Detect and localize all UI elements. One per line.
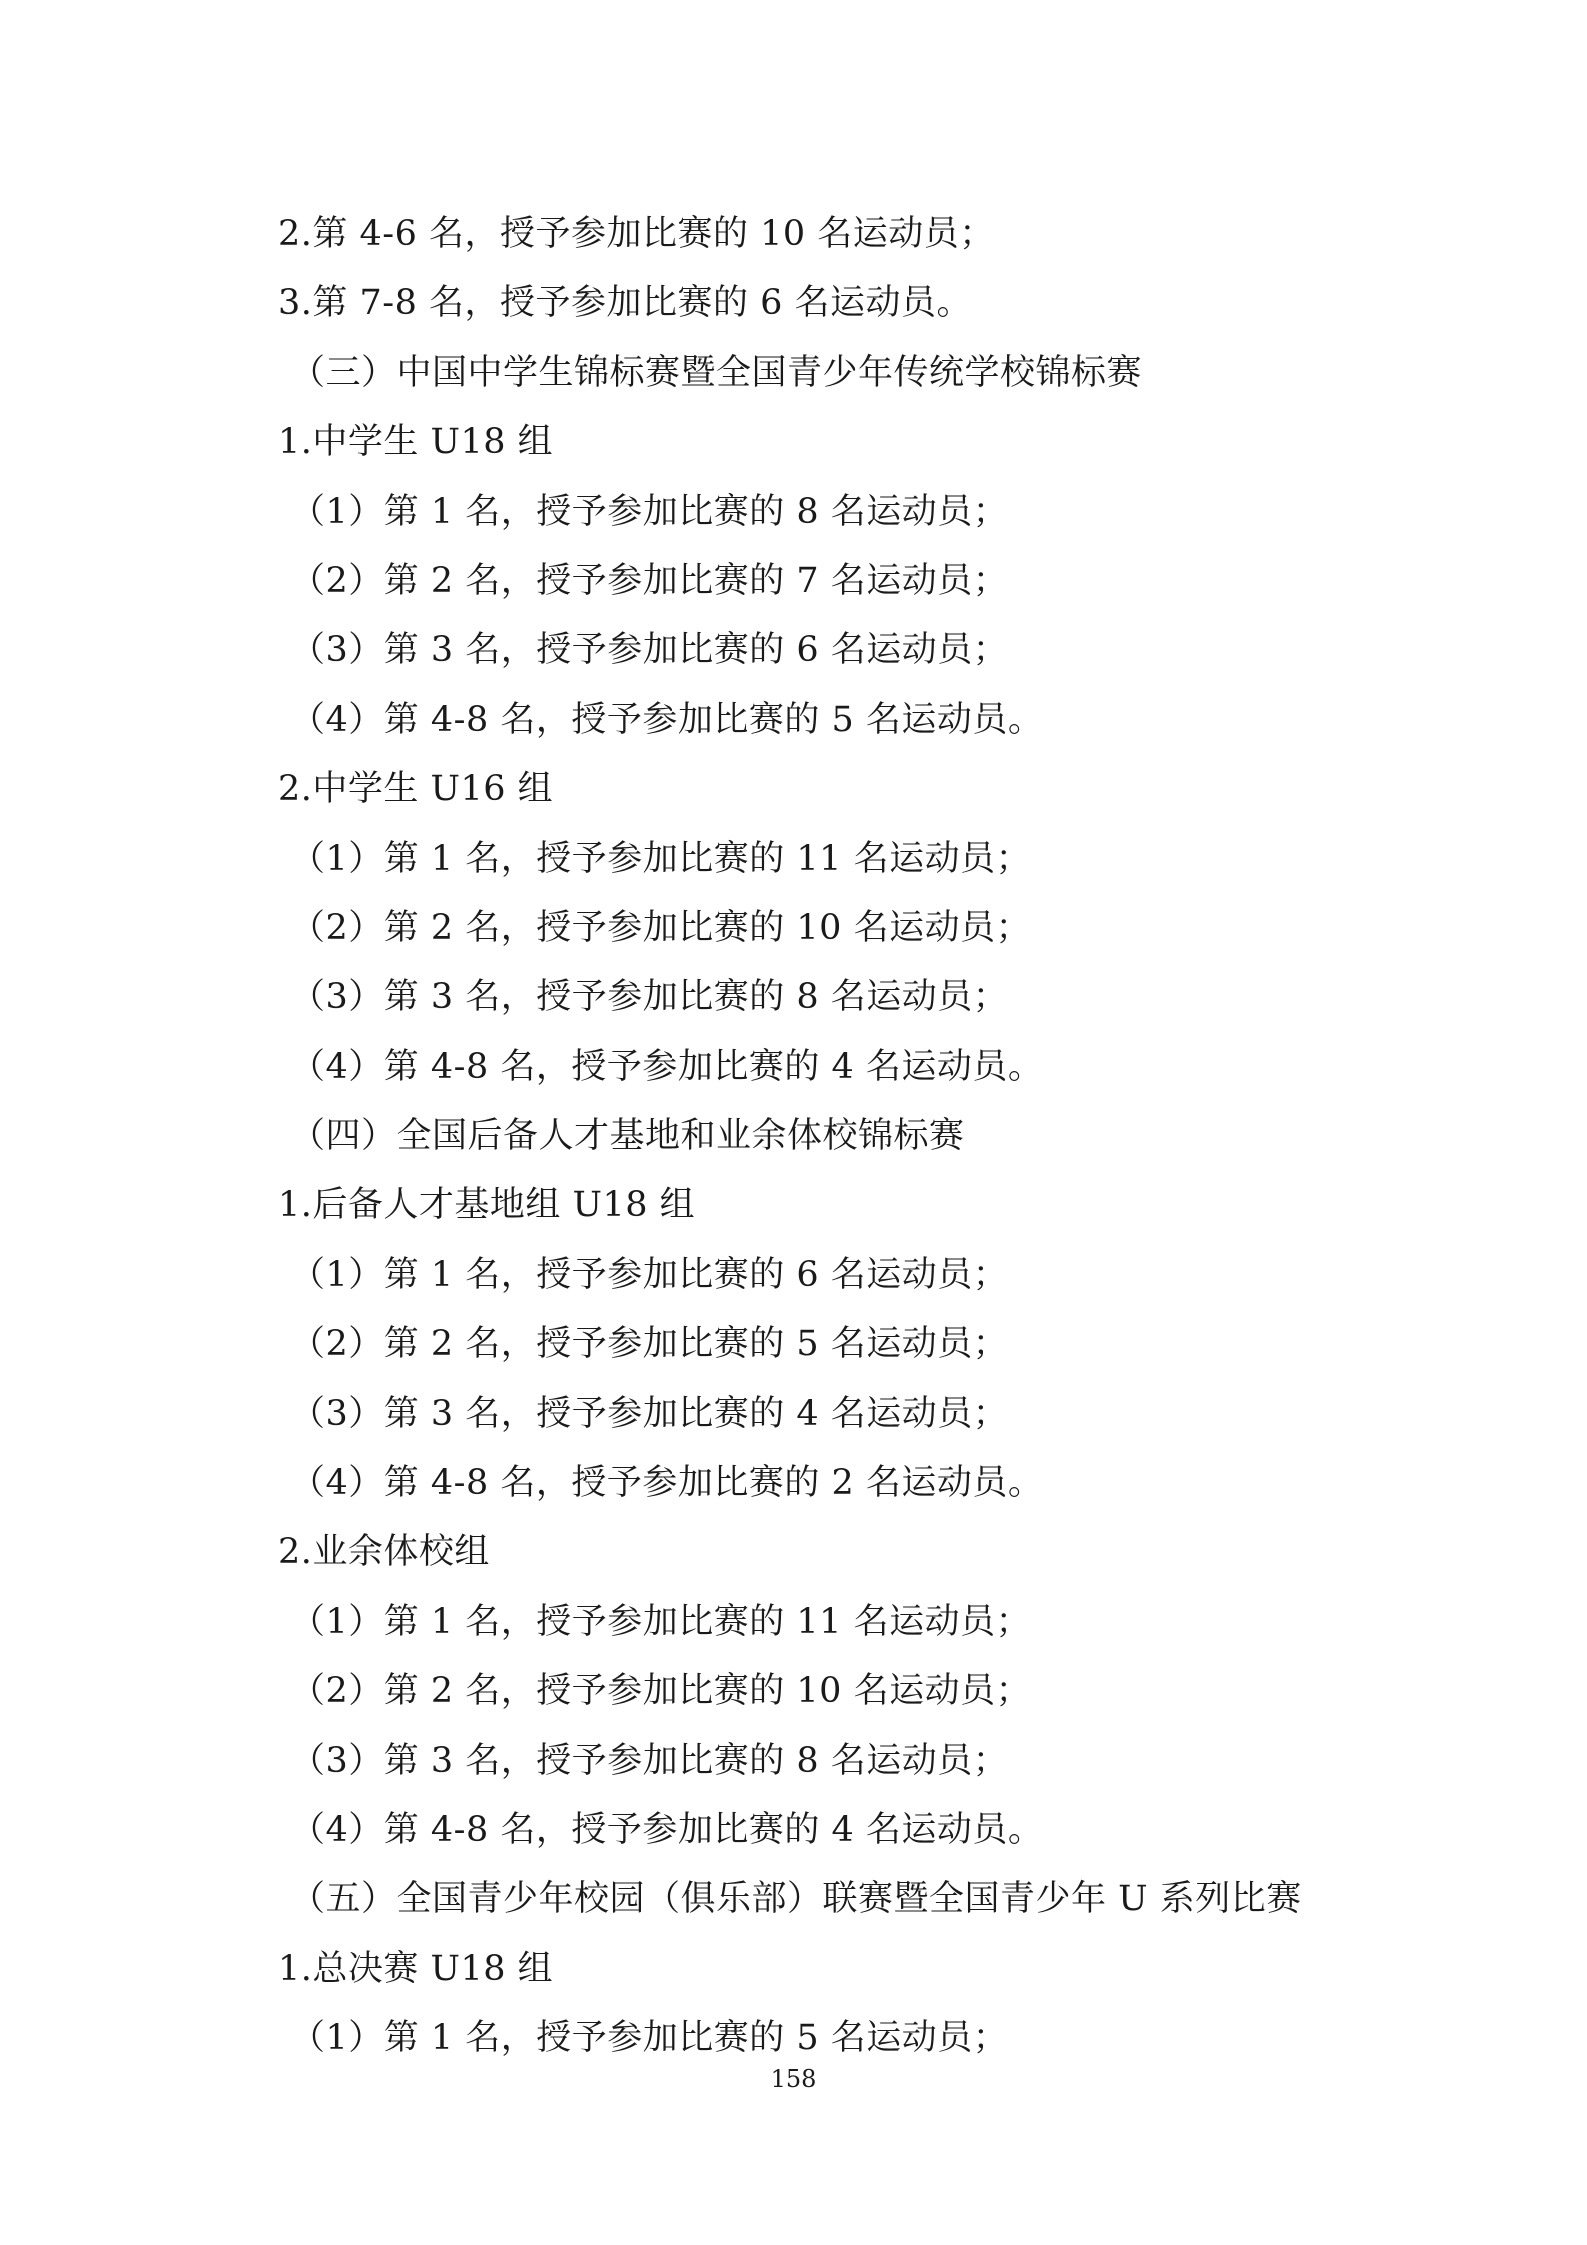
list-item: （4）第 4-8 名，授予参加比赛的 4 名运动员。 <box>290 1809 1044 1850</box>
subsection-heading: 1.后备人才基地组 U18 组 <box>278 1185 696 1226</box>
list-item: （2）第 2 名，授予参加比赛的 10 名运动员； <box>290 907 1032 948</box>
list-item: （3）第 3 名，授予参加比赛的 4 名运动员； <box>290 1393 1009 1434</box>
list-item: （3）第 3 名，授予参加比赛的 8 名运动员； <box>290 1740 1009 1781</box>
subsection-heading: 1.总决赛 U18 组 <box>278 1948 554 1989</box>
list-item: （1）第 1 名，授予参加比赛的 6 名运动员； <box>290 1254 1009 1295</box>
document-body <box>0 200 1587 2074</box>
subsection-heading: 1.中学生 U18 组 <box>278 422 554 463</box>
page-number: 158 <box>770 2065 817 2093</box>
list-item: 3.第 7-8 名，授予参加比赛的 6 名运动员。 <box>278 283 973 324</box>
subsection-heading: 2.中学生 U16 组 <box>278 769 554 810</box>
list-item: （2）第 2 名，授予参加比赛的 7 名运动员； <box>290 560 1009 601</box>
list-item: （1）第 1 名，授予参加比赛的 5 名运动员； <box>290 2018 1009 2059</box>
section-heading: （三）中国中学生锦标赛暨全国青少年传统学校锦标赛 <box>290 352 1143 393</box>
section-heading: （五）全国青少年校园（俱乐部）联赛暨全国青少年 U 系列比赛 <box>290 1879 1302 1920</box>
list-item: （4）第 4-8 名，授予参加比赛的 4 名运动员。 <box>290 1046 1044 1087</box>
list-item: （4）第 4-8 名，授予参加比赛的 5 名运动员。 <box>290 699 1044 740</box>
list-item: （1）第 1 名，授予参加比赛的 11 名运动员； <box>290 1601 1032 1642</box>
list-item: （1）第 1 名，授予参加比赛的 11 名运动员； <box>290 838 1032 879</box>
list-item: （3）第 3 名，授予参加比赛的 8 名运动员； <box>290 977 1009 1018</box>
list-item: （2）第 2 名，授予参加比赛的 5 名运动员； <box>290 1324 1009 1365</box>
list-item: 2.第 4-6 名，授予参加比赛的 10 名运动员； <box>278 214 995 254</box>
subsection-heading: 2.业余体校组 <box>278 1532 490 1573</box>
list-item: （2）第 2 名，授予参加比赛的 10 名运动员； <box>290 1671 1032 1712</box>
list-item: （1）第 1 名，授予参加比赛的 8 名运动员； <box>290 491 1009 532</box>
section-heading: （四）全国后备人才基地和业余体校锦标赛 <box>290 1116 965 1157</box>
list-item: （3）第 3 名，授予参加比赛的 6 名运动员； <box>290 630 1009 671</box>
list-item: （4）第 4-8 名，授予参加比赛的 2 名运动员。 <box>290 1463 1044 1504</box>
